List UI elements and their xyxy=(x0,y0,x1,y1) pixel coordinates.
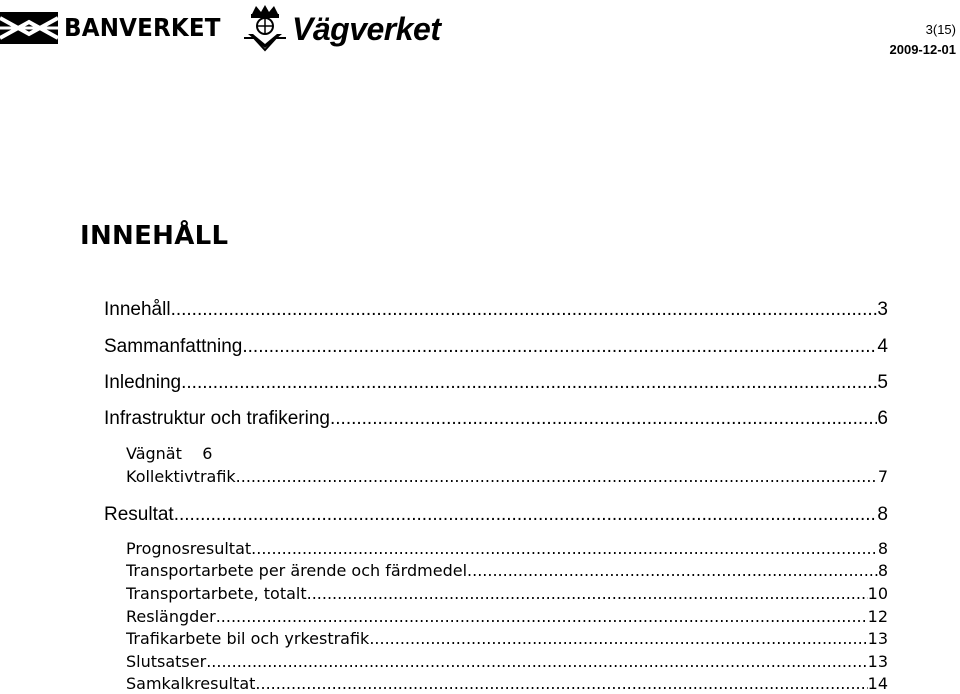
toc-entry-page: 6 xyxy=(202,444,213,463)
toc-leader-dots xyxy=(181,371,877,395)
toc-entry-text: Sammanfattning xyxy=(104,336,243,357)
toc-entry-sammanfattning[interactable] xyxy=(104,335,888,359)
toc-entry-text: Trafikarbete bil och yrkestrafik xyxy=(126,629,370,648)
toc-entry-text: Transportarbete per ärende och färdmedel xyxy=(126,561,468,580)
toc-entry-page: 13 xyxy=(867,652,888,671)
toc-entry-page: 6 xyxy=(877,408,888,429)
toc-entry-transportarbete-totalt[interactable] xyxy=(126,584,888,604)
toc-entry-page: 7 xyxy=(877,467,888,486)
banverket-wordmark: BANVERKET xyxy=(64,13,221,42)
toc-entry-vagnat[interactable] xyxy=(126,444,212,464)
toc-entry-page: 10 xyxy=(867,584,888,603)
toc-leader-dots xyxy=(174,503,878,527)
toc-leader-dots xyxy=(330,407,877,431)
toc-entry-text: Infrastruktur och trafikering xyxy=(104,408,330,429)
toc-entry-prognosresultat[interactable] xyxy=(126,539,888,559)
toc-entry-innehall[interactable] xyxy=(104,298,888,322)
page-header xyxy=(0,0,960,80)
toc-entry-samkalkresultat[interactable] xyxy=(126,674,888,694)
vagverket-crown-shield-icon xyxy=(244,4,286,52)
toc-entry-page: 8 xyxy=(877,504,888,525)
toc-leader-dots xyxy=(307,584,868,604)
toc-entry-page: 3 xyxy=(877,299,888,320)
toc-entry-text: Kollektivtrafik xyxy=(126,467,236,486)
toc-leader-dots xyxy=(216,607,868,627)
document-date: 2009-12-01 xyxy=(889,42,956,57)
toc-leader-dots xyxy=(242,335,877,359)
toc-leader-dots xyxy=(236,467,878,487)
banverket-logo xyxy=(0,10,234,46)
toc-leader-dots xyxy=(369,629,867,649)
toc-entry-text: Slutsatser xyxy=(126,652,207,671)
toc-entry-page: 13 xyxy=(867,629,888,648)
toc-entry-page: 4 xyxy=(877,336,888,357)
toc-entry-text: Prognosresultat xyxy=(126,539,252,558)
toc-leader-dots xyxy=(251,539,878,559)
toc-entry-resultat[interactable] xyxy=(104,503,888,527)
toc-leader-dots xyxy=(206,652,867,672)
toc-entry-reslangder[interactable] xyxy=(126,607,888,627)
toc-leader-dots xyxy=(467,561,878,581)
toc-entry-page: 12 xyxy=(867,607,888,626)
toc-entry-trafikarbete[interactable] xyxy=(126,629,888,649)
toc-entry-slutsatser[interactable] xyxy=(126,652,888,672)
vagverket-logo xyxy=(244,4,440,52)
toc-entry-text: Transportarbete, totalt xyxy=(126,584,307,603)
toc-entry-text: Inledning xyxy=(104,372,182,393)
toc-entry-page: 8 xyxy=(877,561,888,580)
toc-entry-text: Vägnät xyxy=(126,444,182,463)
toc-entry-text: Innehåll xyxy=(104,299,171,320)
toc-entry-transportarbete-arende[interactable] xyxy=(126,561,888,581)
toc-entry-infrastruktur[interactable] xyxy=(104,407,888,431)
vagverket-wordmark: Vägverket xyxy=(292,11,441,47)
page-number: 3(15) xyxy=(925,22,956,37)
toc-leader-dots xyxy=(171,298,878,322)
toc-heading: INNEHÅLL xyxy=(80,221,229,251)
toc-entry-text: Reslängder xyxy=(126,607,216,626)
toc-entry-page: 5 xyxy=(877,372,888,393)
toc-entry-text: Samkalkresultat xyxy=(126,674,256,693)
toc-entry-kollektivtrafik[interactable] xyxy=(126,467,888,487)
toc-leader-dots xyxy=(255,674,867,694)
toc-entry-inledning[interactable] xyxy=(104,371,888,395)
toc-entry-text: Resultat xyxy=(104,504,174,525)
toc-entry-page: 14 xyxy=(867,674,888,693)
toc-entry-page: 8 xyxy=(877,539,888,558)
banverket-emblem-icon xyxy=(0,12,58,44)
